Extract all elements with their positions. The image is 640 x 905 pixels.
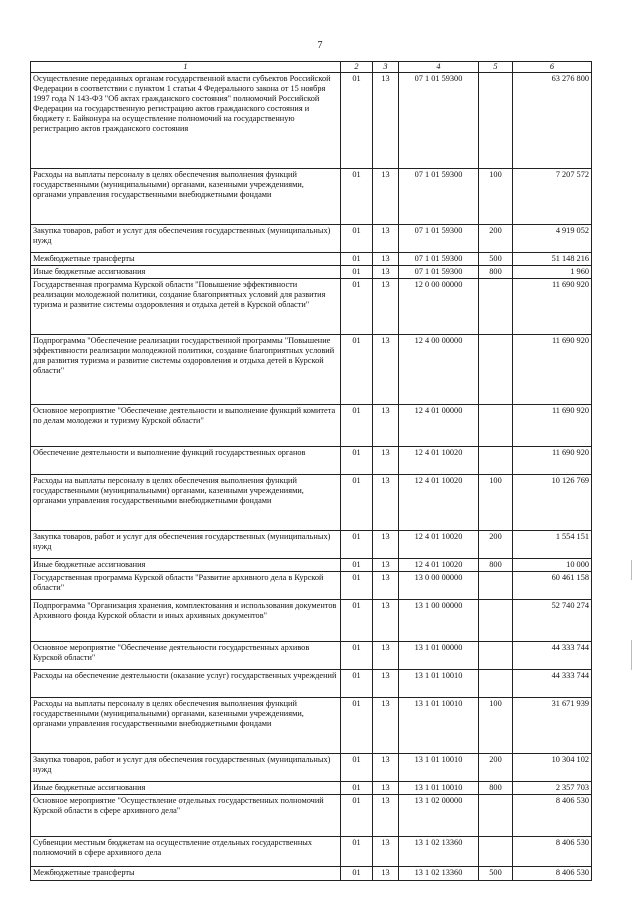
row-target-article-cell: 12 4 01 00000 xyxy=(399,404,479,446)
row-name-cell: Иные бюджетные ассигнования xyxy=(31,265,341,278)
row-name-cell: Основное мероприятие "Обеспечение деятельности и выполнение функций комитета по делам молодежи и туризму Курской области" xyxy=(31,404,341,446)
row-section-cell: 01 xyxy=(341,278,373,334)
row-name-cell: Осуществление переданных органам государственной власти субъектов Российской Федерации в соответствии с пунктом 1 статьи 4 Федерального закона от 15 ноября 1997 года N 143-ФЗ "Об актах гражданского состояния" полномочий Российской Федерации на государственную регистрацию актов гражданского состояния и бюджету г. Байконура на осуществление полномочий на государственную регистрацию актов гражданского состояния xyxy=(31,72,341,168)
row-expense-type-cell xyxy=(479,446,513,474)
row-expense-type-cell: 200 xyxy=(479,224,513,252)
row-section-cell: 01 xyxy=(341,72,373,168)
row-expense-type-cell: 100 xyxy=(479,474,513,530)
row-expense-type-cell: 100 xyxy=(479,168,513,224)
row-name-cell: Подпрограмма "Обеспечение реализации государственной программы "Повышение эффективности реализации молодежной политики, создание благоприятных условий для развития туризма и развитие системы оздоровления и отдыха детей в Курской области" xyxy=(31,334,341,404)
row-target-article-cell: 13 1 01 00000 xyxy=(399,641,479,669)
table-row xyxy=(31,571,592,599)
row-target-article-cell: 12 4 00 00000 xyxy=(399,334,479,404)
row-target-article-cell: 13 1 02 13360 xyxy=(399,866,479,880)
row-subsection-cell: 13 xyxy=(373,571,399,599)
row-section-cell: 01 xyxy=(341,641,373,669)
table-row xyxy=(31,794,592,836)
row-target-article-cell: 12 4 01 10020 xyxy=(399,474,479,530)
table-row xyxy=(31,599,592,641)
row-name-cell: Межбюджетные трансферты xyxy=(31,252,341,265)
row-name-cell: Закупка товаров, работ и услуг для обеспечения государственных (муниципальных) нужд xyxy=(31,530,341,558)
row-section-cell: 01 xyxy=(341,252,373,265)
row-subsection-cell: 13 xyxy=(373,474,399,530)
row-amount-cell: 11 690 920 xyxy=(513,446,592,474)
row-amount-cell: 44 333 744 xyxy=(513,641,592,669)
table-row xyxy=(31,334,592,404)
row-section-cell: 01 xyxy=(341,474,373,530)
row-expense-type-cell: 200 xyxy=(479,530,513,558)
header-col-3: 3 xyxy=(373,62,399,73)
row-amount-cell: 4 919 052 xyxy=(513,224,592,252)
row-amount-cell: 63 276 800 xyxy=(513,72,592,168)
row-section-cell: 01 xyxy=(341,669,373,697)
row-name-cell: Государственная программа Курской области "Развитие архивного дела в Курской области" xyxy=(31,571,341,599)
table-row xyxy=(31,265,592,278)
row-expense-type-cell: 800 xyxy=(479,558,513,571)
row-expense-type-cell: 200 xyxy=(479,753,513,781)
table-row xyxy=(31,446,592,474)
row-expense-type-cell: 500 xyxy=(479,252,513,265)
row-target-article-cell: 07 1 01 59300 xyxy=(399,224,479,252)
row-section-cell: 01 xyxy=(341,558,373,571)
row-amount-cell: 8 406 530 xyxy=(513,866,592,880)
row-amount-cell: 60 461 158 xyxy=(513,571,592,599)
row-name-cell: Иные бюджетные ассигнования xyxy=(31,558,341,571)
row-expense-type-cell: 800 xyxy=(479,265,513,278)
row-section-cell: 01 xyxy=(341,753,373,781)
row-section-cell: 01 xyxy=(341,866,373,880)
row-subsection-cell: 13 xyxy=(373,530,399,558)
row-target-article-cell: 13 1 01 10010 xyxy=(399,753,479,781)
row-amount-cell: 44 333 744 xyxy=(513,669,592,697)
row-subsection-cell: 13 xyxy=(373,781,399,794)
row-amount-cell: 11 690 920 xyxy=(513,404,592,446)
row-target-article-cell: 07 1 01 59300 xyxy=(399,168,479,224)
row-expense-type-cell xyxy=(479,669,513,697)
row-name-cell: Расходы на выплаты персоналу в целях обеспечения выполнения функций государственными (муниципальными) органами, казенными учреждениями, органами управления государственными внебюджетными фондами xyxy=(31,168,341,224)
row-name-cell: Расходы на выплаты персоналу в целях обеспечения выполнения функций государственными (муниципальными) органами, казенными учреждениями, органами управления государственными внебюджетными фондами xyxy=(31,474,341,530)
table-row xyxy=(31,836,592,866)
row-target-article-cell: 13 0 00 00000 xyxy=(399,571,479,599)
row-section-cell: 01 xyxy=(341,168,373,224)
table-row xyxy=(31,404,592,446)
row-expense-type-cell xyxy=(479,404,513,446)
table-row xyxy=(31,278,592,334)
row-target-article-cell: 13 1 02 00000 xyxy=(399,794,479,836)
table-row xyxy=(31,252,592,265)
row-target-article-cell: 13 1 00 00000 xyxy=(399,599,479,641)
header-col-1: 1 xyxy=(31,62,341,73)
row-name-cell: Расходы на обеспечение деятельности (оказание услуг) государственных учреждений xyxy=(31,669,341,697)
row-expense-type-cell: 800 xyxy=(479,781,513,794)
row-target-article-cell: 13 1 01 10010 xyxy=(399,781,479,794)
row-section-cell: 01 xyxy=(341,781,373,794)
row-amount-cell: 2 357 703 xyxy=(513,781,592,794)
table-row xyxy=(31,781,592,794)
row-target-article-cell: 13 1 01 10010 xyxy=(399,669,479,697)
table-body xyxy=(31,72,592,880)
row-amount-cell: 51 148 216 xyxy=(513,252,592,265)
row-subsection-cell: 13 xyxy=(373,404,399,446)
header-col-6: 6 xyxy=(513,62,592,73)
table-row xyxy=(31,866,592,880)
row-amount-cell: 1 554 151 xyxy=(513,530,592,558)
row-section-cell: 01 xyxy=(341,334,373,404)
row-subsection-cell: 13 xyxy=(373,265,399,278)
table-row xyxy=(31,530,592,558)
row-amount-cell: 10 304 102 xyxy=(513,753,592,781)
table-header-row xyxy=(31,62,592,73)
table-row xyxy=(31,168,592,224)
row-amount-cell: 52 740 274 xyxy=(513,599,592,641)
row-name-cell: Закупка товаров, работ и услуг для обеспечения государственных (муниципальных) нужд xyxy=(31,753,341,781)
row-subsection-cell: 13 xyxy=(373,168,399,224)
row-subsection-cell: 13 xyxy=(373,72,399,168)
row-expense-type-cell xyxy=(479,794,513,836)
row-expense-type-cell xyxy=(479,72,513,168)
row-section-cell: 01 xyxy=(341,794,373,836)
row-subsection-cell: 13 xyxy=(373,224,399,252)
row-expense-type-cell xyxy=(479,334,513,404)
row-target-article-cell: 12 4 01 10020 xyxy=(399,558,479,571)
header-col-4: 4 xyxy=(399,62,479,73)
row-section-cell: 01 xyxy=(341,571,373,599)
row-section-cell: 01 xyxy=(341,224,373,252)
row-name-cell: Субвенции местным бюджетам на осуществление отдельных государственных полномочий в сфере архивного дела xyxy=(31,836,341,866)
row-subsection-cell: 13 xyxy=(373,697,399,753)
row-amount-cell: 1 960 xyxy=(513,265,592,278)
row-expense-type-cell xyxy=(479,836,513,866)
row-amount-cell: 8 406 530 xyxy=(513,836,592,866)
row-target-article-cell: 13 1 01 10010 xyxy=(399,697,479,753)
row-target-article-cell: 12 4 01 10020 xyxy=(399,530,479,558)
row-target-article-cell: 12 0 00 00000 xyxy=(399,278,479,334)
table-row xyxy=(31,224,592,252)
row-name-cell: Иные бюджетные ассигнования xyxy=(31,781,341,794)
row-target-article-cell: 12 4 01 10020 xyxy=(399,446,479,474)
row-section-cell: 01 xyxy=(341,697,373,753)
row-expense-type-cell: 500 xyxy=(479,866,513,880)
row-subsection-cell: 13 xyxy=(373,558,399,571)
row-name-cell: Основное мероприятие "Обеспечение деятельности государственных архивов Курской области" xyxy=(31,641,341,669)
row-section-cell: 01 xyxy=(341,599,373,641)
table-row xyxy=(31,641,592,669)
table-row xyxy=(31,558,592,571)
header-col-5: 5 xyxy=(479,62,513,73)
row-subsection-cell: 13 xyxy=(373,866,399,880)
row-subsection-cell: 13 xyxy=(373,334,399,404)
row-amount-cell: 8 406 530 xyxy=(513,794,592,836)
row-target-article-cell: 07 1 01 59300 xyxy=(399,252,479,265)
scan-edge-mark xyxy=(631,560,632,580)
row-subsection-cell: 13 xyxy=(373,599,399,641)
row-expense-type-cell xyxy=(479,641,513,669)
row-name-cell: Межбюджетные трансферты xyxy=(31,866,341,880)
row-amount-cell: 11 690 920 xyxy=(513,334,592,404)
row-name-cell: Государственная программа Курской области "Повышение эффективности реализации молодежной политики, создание благоприятных условий для развития туризма и развитие системы оздоровления и отдыха детей в Курской области" xyxy=(31,278,341,334)
row-subsection-cell: 13 xyxy=(373,753,399,781)
budget-table xyxy=(30,61,592,881)
row-subsection-cell: 13 xyxy=(373,836,399,866)
table-row xyxy=(31,72,592,168)
row-amount-cell: 31 671 939 xyxy=(513,697,592,753)
row-name-cell: Расходы на выплаты персоналу в целях обеспечения выполнения функций государственными (муниципальными) органами, казенными учреждениями, органами управления государственными внебюджетными фондами xyxy=(31,697,341,753)
row-name-cell: Основное мероприятие "Осуществление отдельных государственных полномочий Курской области в сфере архивного дела" xyxy=(31,794,341,836)
row-subsection-cell: 13 xyxy=(373,446,399,474)
row-section-cell: 01 xyxy=(341,530,373,558)
row-expense-type-cell xyxy=(479,599,513,641)
table-row xyxy=(31,697,592,753)
row-target-article-cell: 13 1 02 13360 xyxy=(399,836,479,866)
row-name-cell: Обеспечение деятельности и выполнение функций государственных органов xyxy=(31,446,341,474)
row-section-cell: 01 xyxy=(341,836,373,866)
row-section-cell: 01 xyxy=(341,265,373,278)
table-row xyxy=(31,669,592,697)
header-col-2: 2 xyxy=(341,62,373,73)
row-amount-cell: 11 690 920 xyxy=(513,278,592,334)
table-row xyxy=(31,474,592,530)
row-section-cell: 01 xyxy=(341,446,373,474)
row-expense-type-cell: 100 xyxy=(479,697,513,753)
scan-edge-mark xyxy=(631,640,632,670)
row-section-cell: 01 xyxy=(341,404,373,446)
row-target-article-cell: 07 1 01 59300 xyxy=(399,72,479,168)
row-name-cell: Подпрограмма "Организация хранения, комплектования и использования документов Архивного фонда Курской области и иных архивных документов" xyxy=(31,599,341,641)
row-subsection-cell: 13 xyxy=(373,641,399,669)
row-subsection-cell: 13 xyxy=(373,669,399,697)
page-number: 7 xyxy=(317,40,323,51)
row-expense-type-cell xyxy=(479,278,513,334)
row-amount-cell: 10 000 xyxy=(513,558,592,571)
row-subsection-cell: 13 xyxy=(373,252,399,265)
row-amount-cell: 7 207 572 xyxy=(513,168,592,224)
row-target-article-cell: 07 1 01 59300 xyxy=(399,265,479,278)
row-amount-cell: 10 126 769 xyxy=(513,474,592,530)
row-name-cell: Закупка товаров, работ и услуг для обеспечения государственных (муниципальных) нужд xyxy=(31,224,341,252)
table-row xyxy=(31,753,592,781)
row-expense-type-cell xyxy=(479,571,513,599)
row-subsection-cell: 13 xyxy=(373,278,399,334)
row-subsection-cell: 13 xyxy=(373,794,399,836)
